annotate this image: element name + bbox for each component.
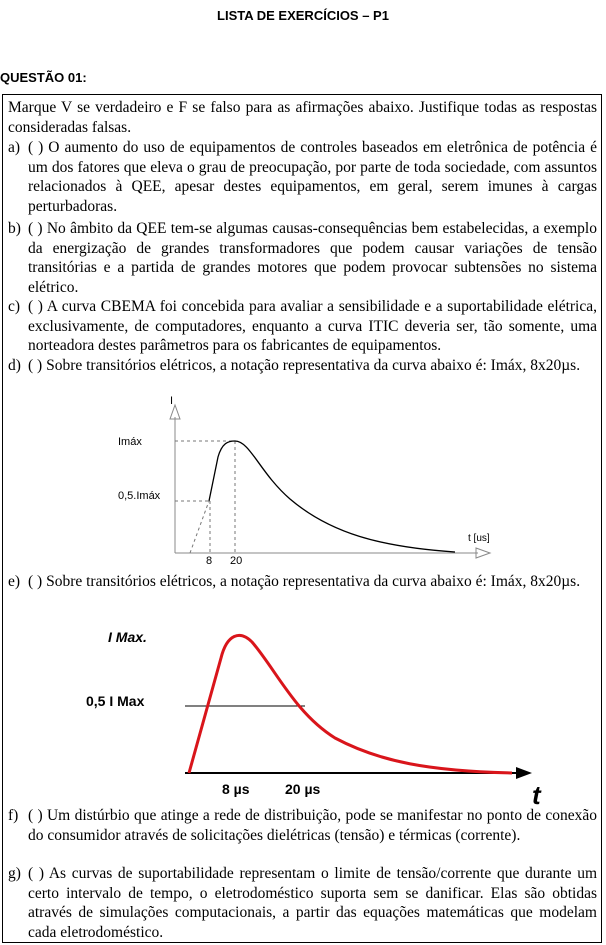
item-label: e): [8, 573, 21, 590]
x-axis-label: t [us]: [468, 533, 490, 544]
tick-8: 8: [206, 555, 213, 567]
item-label: b): [8, 220, 21, 237]
item-f: [8, 806, 597, 845]
item-label: d): [8, 357, 21, 374]
item-text: ( ) Um distúrbio que atinge a rede de distribuição, pode se manifestar no ponto de conexão do consumidor através de solicitações dielétricas (tensão) e térmicas (corrente).: [28, 807, 597, 844]
page-title: LISTA DE EXERCÍCIOS – P1: [217, 8, 389, 23]
question-intro: Marque V se verdadeiro e F se falso para as afirmações abaixo. Justifique todas as respostas consideradas falsas.: [8, 99, 597, 136]
item-label: c): [8, 298, 21, 315]
surge-curve-figure-2: [86, 618, 560, 810]
item-text: ( ) As curvas de suportabilidade representam o limite de tensão/corrente que durante um certo intervalo de tempo, o eletrodoméstico suporta sem se danificar. Elas são obtidas através de simulações computacionais, a partir das equações matemáticas que modelam cada eletrodoméstico.: [28, 865, 597, 941]
item-text: ( ) Sobre transitórios elétricos, a notação representativa da curva abaixo é: Imáx, 8x20µs.: [28, 573, 581, 590]
item-text: ( ) No âmbito da QEE tem-se algumas causas-consequências bem estabelecidas, a exemplo da energização de grandes transformadores que podem causar variações de tensão transitórias e a partida de grandes motores que podem provocar subtensões no sistema elétrico.: [28, 220, 597, 296]
question-heading: QUESTÃO 01:: [0, 70, 87, 85]
tick-20: 20 µs: [285, 781, 321, 797]
axis-label-t: t: [532, 780, 541, 810]
item-text: ( ) O aumento do uso de equipamentos de controles baseados em eletrônica de potência é um dos fatores que eleva o grau de preocupação, por parte de toda sociedade, com assuntos relacionados à QEE, apesar destes equipamentos, em geral, serem imunes à cargas perturbadoras.: [28, 139, 597, 215]
item-c: [8, 297, 597, 356]
item-text: ( ) Sobre transitórios elétricos, a notação representativa da curva abaixo é: Imáx, 8x20µs.: [28, 357, 581, 374]
y-axis-arrow: [170, 405, 180, 419]
x-axis-arrow: [476, 548, 490, 558]
item-e: [8, 572, 597, 592]
y-axis-label: I: [170, 395, 174, 407]
peak-label: I Max.: [108, 629, 147, 645]
item-a: [8, 138, 597, 216]
surge-curve-figure-1: [110, 395, 500, 565]
surge-curve: [189, 635, 512, 773]
tick-8: 8 µs: [222, 781, 250, 797]
tick-20: 20: [230, 555, 243, 567]
item-d: [8, 356, 597, 376]
item-label: g): [8, 865, 21, 882]
surge-curve: [209, 441, 455, 552]
half-label: 0,5 I Max: [86, 693, 145, 709]
half-label: 0,5.Imáx: [118, 490, 161, 502]
item-label: f): [8, 807, 19, 824]
peak-label: Imáx: [118, 436, 142, 448]
front-extension: [190, 501, 209, 553]
item-b: [8, 219, 597, 297]
item-label: a): [8, 139, 21, 156]
x-axis-arrow: [516, 767, 532, 779]
item-g: [8, 864, 597, 942]
item-text: ( ) A curva CBEMA foi concebida para avaliar a sensibilidade e a suportabilidade elétrica, exclusivamente, de computadores, enquanto a curva ITIC deveria ser, tão somente, uma norteadora destes parâmetros para os fabricantes de equipamentos.: [28, 298, 597, 354]
